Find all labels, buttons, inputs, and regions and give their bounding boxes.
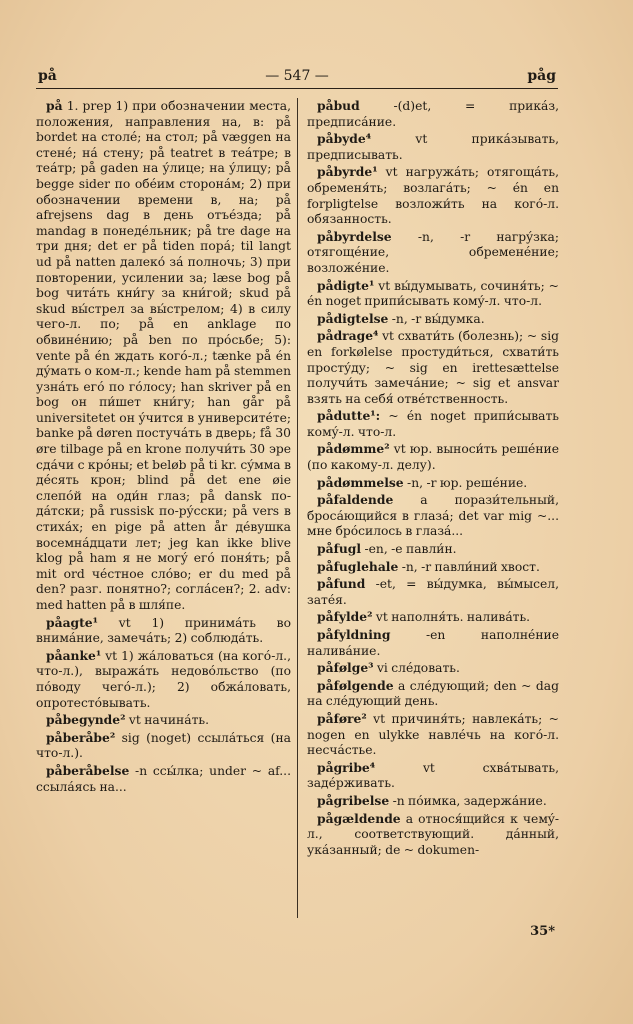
page-header <box>38 68 556 90</box>
entry-headword: påbyrdelse <box>317 228 392 244</box>
entry-headword: påfølgende <box>317 677 394 693</box>
dictionary-entry <box>307 541 559 558</box>
dictionary-entry <box>307 576 559 608</box>
entry-definition: vt схвати́ть (болезнь); ~ sig en forkølelse простуди́ться, схвати́ть простýду; ~ sig en irettesættelse получи́ть замечáние; ~ sig et ansvar взять на себя́ отвéтственность. <box>307 329 559 406</box>
entry-definition: ~ én noget припи́сывать комý-л. что-л. <box>307 409 559 439</box>
entry-headword: pågribelse <box>317 792 390 808</box>
entry-headword: på <box>46 98 63 113</box>
dictionary-entry <box>307 164 559 227</box>
header-rule <box>36 88 558 89</box>
dictionary-entry <box>36 712 291 729</box>
entry-headword: pådigte¹ <box>317 277 375 293</box>
dictionary-entry <box>36 763 291 795</box>
entry-headword: påfuglehale <box>317 558 399 574</box>
left-guide-word: på <box>38 68 57 84</box>
entry-definition: vt прикáзывать, предписывать. <box>307 132 559 162</box>
dictionary-entry <box>307 559 559 576</box>
dictionary-entry <box>307 408 559 440</box>
entry-headword: pådømme² <box>317 441 390 457</box>
entry-headword: påfølge³ <box>317 660 374 676</box>
entry-definition: vi слéдовать. <box>373 661 460 676</box>
entry-headword: påagte¹ <box>46 614 99 630</box>
dictionary-entry <box>307 660 559 677</box>
dictionary-entry <box>307 441 559 473</box>
entry-headword: pådutte¹: <box>317 408 381 424</box>
entry-definition: vt схвáтывать, задéрживать. <box>307 760 559 791</box>
entry-definition: -n, -r павли́ний хвост. <box>398 559 540 574</box>
entry-headword: påfylde² <box>317 609 373 625</box>
entry-definition: a слéдующий; den ~ dag на слéдующий день. <box>307 678 559 709</box>
dictionary-entry <box>36 648 291 711</box>
entry-headword: påfund <box>317 576 366 592</box>
dictionary-entry <box>307 609 559 626</box>
entry-definition: -n пóимка, задержáние. <box>389 793 547 808</box>
entry-definition: sig (noget) ссылáться (на что-л.). <box>36 730 291 761</box>
entry-definition: vt 1) принимáть во внимáние, замечáть; 2) соблюдáть. <box>36 615 291 646</box>
entry-headword: påbyrde¹ <box>317 164 378 180</box>
dictionary-entry <box>307 311 559 328</box>
entry-headword: påfaldende <box>317 492 394 508</box>
entry-headword: påbyde⁴ <box>317 131 372 147</box>
right-guide-word: påg <box>527 68 556 84</box>
entry-headword: pådigtelse <box>317 310 389 326</box>
entry-definition: -n ссы́лка; under ~ af... ссылáясь на... <box>36 763 291 794</box>
left-column <box>36 98 291 796</box>
entry-definition: 1. prep 1) при обозначении места, положения, направления на, в: på bordet на столé; на стол; på væggen на стенé; нá стену; på teatret в теáтре; в теáтр; på gaden на ýлице; на ýлицу; på begge sider по обéим сторонáм; 2) при обозначении времени в, на; på afrejsens dag в день отъéзда; på mandag в понедéльник; på tre dage на три дня; det er på tiden порá; til langt ud på natten далеко́ зá полночь; 3) при повторении, усилении за; læse bog på bog читáть кни́гу за кни́гой; skud på skud вы́стрел за вы́стрелом; 4) в силу чего-л. по; på en anklage по обвинéнию; på ben по прóсьбе; 5): vente på én ждать когó-л.; tænke på én дýмать о ком-л.; kende ham på stemmen узнáть егó по гóлосу; han skriver på en bog он пи́шет кни́гу; han går på universitetet он ýчится в университéте; banke på døren постучáть в дверь; få 30 øre tilbage på en krone получи́ть 30 эре сдáчи с крóны; et beløb på ti kr. сýмма в дéсять крон; blind på det ene øie слепóй на оди́н глаз; på dansk по-дáтски; på russisk по-рýсски; på vers в стихáх; en pige på atten år дéвушка восемнáдцати лет; jeg kan ikke blive klog på ham я не могý егó поня́ть; på mit ord чéстное слóво; er du med på den? разг. понятно?; соглáсен?; 2. adv: med hatten på в шля́пе. <box>36 99 291 612</box>
entry-definition: vt юр. выноси́ть решéние (по какому-л. делу). <box>307 442 559 473</box>
entry-headword: påbud <box>317 98 360 113</box>
right-column <box>307 98 559 859</box>
entry-definition: vt 1) жáловаться (на когó-л., что-л.), выражáть недовóльство (по пóводу чегó-л.); 2) обжáловать, опротестóвывать. <box>36 648 291 710</box>
entry-definition: -en наполнéние наливáние. <box>307 628 559 658</box>
entry-headword: påberåbelse <box>46 762 130 778</box>
entry-definition: -n, -r вы́думка. <box>388 311 485 326</box>
entry-headword: påfugl <box>317 541 362 557</box>
dictionary-entry <box>307 627 559 659</box>
entry-headword: påberåbe² <box>46 729 116 745</box>
entry-definition: vt причиня́ть; навлекáть; ~ nogen en ulykke навлéчь на когó-л. несчáстье. <box>307 711 559 758</box>
dictionary-entry <box>307 811 559 859</box>
entry-headword: pådømmelse <box>317 474 404 490</box>
entry-headword: påføre² <box>317 710 367 726</box>
entry-definition: -n, -r нагрýзка; отягощéние, обременéние; возложéние. <box>307 229 559 275</box>
entry-headword: påfyldning <box>317 627 391 642</box>
entry-definition: vt наполня́ть. наливáть. <box>372 610 531 625</box>
entry-headword: pågældende <box>317 810 401 826</box>
dictionary-entry <box>307 475 559 492</box>
entry-headword: påbegynde² <box>46 712 126 728</box>
entry-definition: vt начинáть. <box>125 713 209 728</box>
entry-definition: -(d)et, = прикáз, предписáние. <box>307 99 559 129</box>
entry-definition: -n, -r юр. решéние. <box>403 475 528 490</box>
dictionary-entry <box>307 328 559 407</box>
page-number: — 547 — <box>265 68 329 84</box>
dictionary-entry <box>307 98 559 130</box>
column-divider <box>297 98 298 918</box>
dictionary-entry <box>307 492 559 540</box>
dictionary-entry <box>307 678 559 710</box>
dictionary-entry <box>36 615 291 647</box>
entry-definition: vt нагружáть; отягощáть, обременя́ть; возлагáть; ~ én en forpligtelse возложи́ть на когó-л. обязанность. <box>307 165 559 227</box>
dictionary-entry <box>307 278 559 310</box>
signature-mark: 35* <box>530 924 555 939</box>
entry-definition: vt вы́думывать, сочиня́ть; ~ én noget припи́сывать комý-л. что-л. <box>307 278 559 309</box>
entry-headword: påanke¹ <box>46 647 102 663</box>
entry-definition: -et, = вы́думка, вы́мысел, затéя. <box>307 577 559 607</box>
dictionary-entry <box>307 760 559 792</box>
entry-definition: a порази́тельный, бросáющийся в глазá; det var mig ~... мне брóсилось в глазá... <box>307 493 559 539</box>
dictionary-entry <box>307 131 559 163</box>
dictionary-entry <box>307 793 559 810</box>
entry-definition: -en, -e павли́н. <box>361 542 457 557</box>
dictionary-entry <box>307 229 559 277</box>
dictionary-entry <box>36 730 291 762</box>
entry-definition: a относя́щийся к чемý-л., соответствующий. дáнный, укáзанный; de ~ dokumen- <box>307 811 559 857</box>
entry-headword: pådrage⁴ <box>317 328 379 344</box>
entry-headword: pågribe⁴ <box>317 759 376 775</box>
dictionary-entry <box>307 711 559 759</box>
dictionary-entry <box>36 98 291 614</box>
